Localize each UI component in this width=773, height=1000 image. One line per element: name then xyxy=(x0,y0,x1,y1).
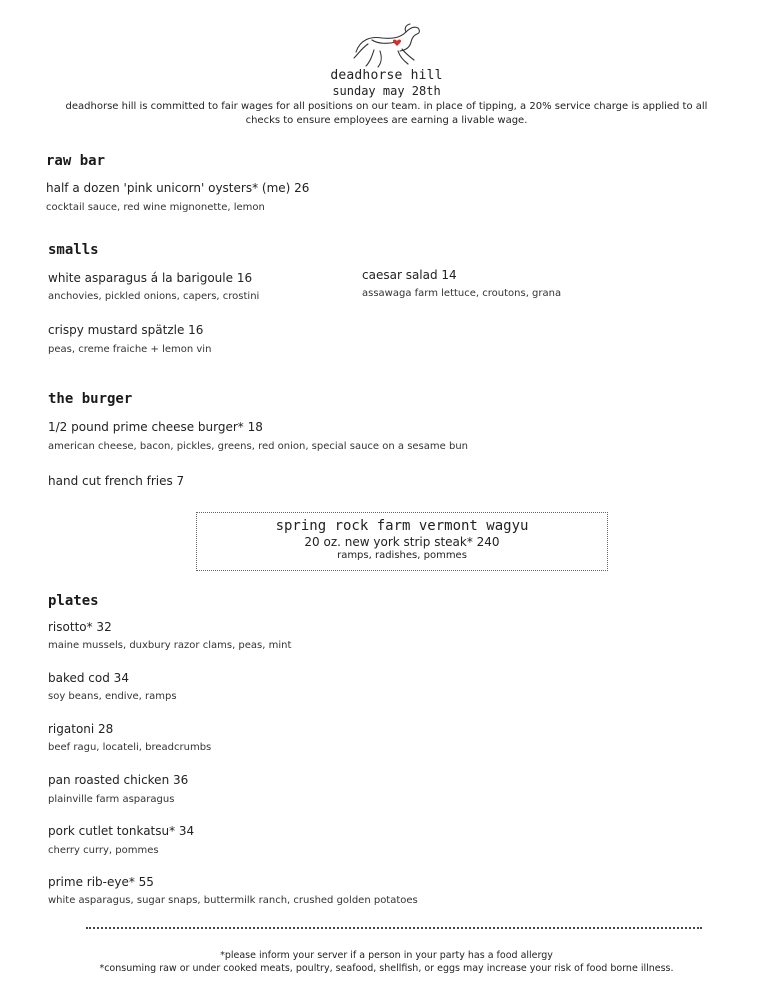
section-title-burger: the burger xyxy=(48,391,133,407)
menu-item-name: baked cod 34 xyxy=(48,671,129,685)
featured-special-item: 20 oz. new york strip steak* 240 xyxy=(304,535,500,549)
menu-item-description: cocktail sauce, red wine mignonette, lemon xyxy=(46,202,265,213)
menu-item-description: plainville farm asparagus xyxy=(48,794,175,805)
menu-item-name: 1/2 pound prime cheese burger* 18 xyxy=(48,420,263,434)
menu-item-name: pork cutlet tonkatsu* 34 xyxy=(48,824,195,838)
featured-special-box xyxy=(196,512,608,571)
menu-item-name: caesar salad 14 xyxy=(362,268,457,282)
horse-icon xyxy=(348,22,428,70)
menu-item-description: cherry curry, pommes xyxy=(48,845,159,856)
menu-item-name: rigatoni 28 xyxy=(48,722,114,736)
menu-date: sunday may 28th xyxy=(332,84,441,98)
section-title-plates: plates xyxy=(48,593,99,609)
menu-item-description: assawaga farm lettuce, croutons, grana xyxy=(362,288,562,299)
service-charge-policy: deadhorse hill is committed to fair wages for all positions on our team. in place of tipping, a 20% service charge is applied to all checks to ensure employees are earning a livable wage. xyxy=(65,101,708,126)
menu-item-name: pan roasted chicken 36 xyxy=(48,773,189,787)
menu-item-description: peas, creme fraiche + lemon vin xyxy=(48,344,212,355)
section-title-smalls: smalls xyxy=(48,242,99,258)
footer-divider xyxy=(86,927,702,929)
menu-item-name: prime rib-eye* 55 xyxy=(48,875,154,889)
menu-item-description: beef ragu, locateli, breadcrumbs xyxy=(48,742,212,753)
menu-item-description: american cheese, bacon, pickles, greens, red onion, special sauce on a sesame bun xyxy=(48,441,468,452)
menu-item-description: maine mussels, duxbury razor clams, peas, mint xyxy=(48,640,292,651)
menu-item-name: crispy mustard spätzle 16 xyxy=(48,323,204,337)
menu-item-description: white asparagus, sugar snaps, buttermilk ranch, crushed golden potatoes xyxy=(48,895,418,906)
menu-item-description: anchovies, pickled onions, capers, crostini xyxy=(48,291,260,302)
restaurant-name: deadhorse hill xyxy=(330,68,443,83)
menu-item-description: soy beans, endive, ramps xyxy=(48,691,177,702)
menu-item-name: hand cut french fries 7 xyxy=(48,474,185,488)
section-title-raw-bar: raw bar xyxy=(46,153,106,169)
featured-special-description: ramps, radishes, pommes xyxy=(337,550,467,561)
allergy-note: *please inform your server if a person in your party has a food allergy xyxy=(220,950,553,961)
menu-item-name: white asparagus á la barigoule 16 xyxy=(48,271,253,285)
menu-item-name: half a dozen 'pink unicorn' oysters* (me) 26 xyxy=(46,181,310,195)
featured-special-title: spring rock farm vermont wagyu xyxy=(275,518,529,534)
raw-food-warning: *consuming raw or under cooked meats, poultry, seafood, shellfish, or eggs may increase your risk of food borne illness. xyxy=(99,963,674,974)
menu-item-name: risotto* 32 xyxy=(48,620,112,634)
